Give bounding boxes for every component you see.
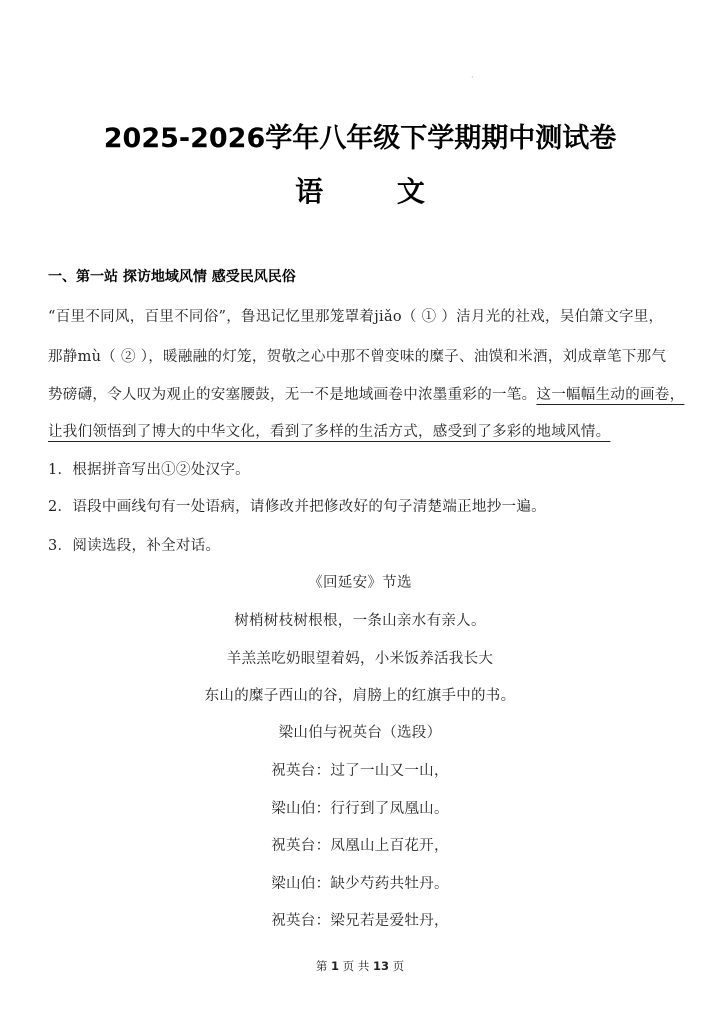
page-total: 13 xyxy=(372,959,389,973)
dialogue-line: 祝英台：梁兄若是爱牡丹， xyxy=(271,913,449,929)
poem-line: 东山的糜子西山的谷，肩膀上的红旗手中的书。 xyxy=(204,688,516,704)
excerpt-title-1: 《回延安》节选 xyxy=(308,575,412,591)
dialogue-line: 祝英台：凤凰山上百花开， xyxy=(271,838,449,854)
subject-title: 语 文 xyxy=(295,175,457,208)
poem-line: 树梢树枝树根根，一条山亲水有亲人。 xyxy=(234,613,486,629)
question-2: 2．语段中画线句有一处语病，请修改并把修改好的句子清楚端正地抄一遍。 xyxy=(48,499,546,515)
paragraph-line-3: 势磅礴，令人叹为观止的安塞腰鼓，无一不是地域画卷中浓墨重彩的一笔。这一幅幅生动的画卷， xyxy=(48,387,685,403)
question-1: 1．根据拼音写出①②处汉字。 xyxy=(48,462,250,478)
paragraph-line-1: “百里不同风，百里不同俗”，鲁迅记忆里那笼罩着jiǎo（ ① ）洁月光的社戏，吴伯箫文字里， xyxy=(48,309,664,325)
page-footer: 第 1 页 共 13 页 xyxy=(315,959,405,973)
paragraph-line-4 xyxy=(48,420,676,441)
question-3: 3．阅读选段，补全对话。 xyxy=(48,538,221,554)
page-number: 1 xyxy=(331,959,340,973)
dialogue-line: 祝英台：过了一山又一山， xyxy=(271,763,449,779)
excerpt-title-2: 梁山伯与祝英台（选段） xyxy=(278,725,442,741)
dialogue-line: 梁山伯：缺少芍药共牡丹。 xyxy=(271,876,449,892)
underlined-sentence-part-1: 这一幅幅生动的画卷， xyxy=(536,387,685,403)
underlined-sentence-part-2: 让我们领悟到了博大的中华文化，看到了多样的生活方式，感受到了多彩的地域风情。 xyxy=(48,424,611,440)
dialogue-line: 梁山伯：行行到了凤凰山。 xyxy=(271,801,449,817)
paragraph-line-2: 那静mù（ ② ），暖融融的灯笼，贺敬之心中那不曾变味的糜子、油馍和米酒，刘成章笔下那气 xyxy=(48,349,667,365)
page-title: 2025-2026学年八年级下学期期中测试卷 xyxy=(103,123,617,154)
section-heading: 一、第一站 探访地域风情 感受民风民俗 xyxy=(48,269,296,285)
poem-line: 羊羔羔吃奶眼望着妈，小米饭养活我长大 xyxy=(226,651,494,667)
stray-dot: · xyxy=(471,73,474,82)
